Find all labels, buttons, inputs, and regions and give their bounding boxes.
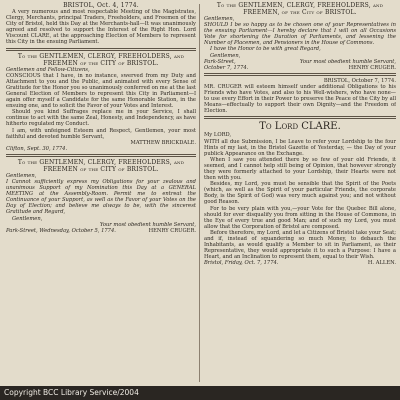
brickdale-signature: MATTHEW BRICKDALE.	[130, 139, 196, 146]
brickdale-salutation: Gentlemen and Fellow-Citizens,	[6, 66, 90, 73]
brickdale-dateline: Clifton, Sept. 30, 1774.	[6, 145, 68, 152]
brickdale-body-1: CONSCIOUS that I have, in no instance, swerved from my Duty and Attachment to you and the Public, and animated with every Sense of Gratitude for the Honor you so unanimously conferred on me at the last General Election of Members to represent this City in Parliament—I again offer myself a Candidate for the same Honorable Station, in the ensuing one, and to solicit the Favor of your Votes and Interest.	[6, 72, 196, 110]
cruger-pledge-signature: HENRY CRUGER.	[348, 64, 396, 71]
allen-letter	[204, 121, 396, 266]
allen-letter-body-2: When I saw you attended there by so few of your old Friends, it seemed, and I cannot help still being of Opinion, that however strongly they were formerly attached to your Lordship, their Hearts were not then with you.	[204, 156, 396, 182]
cruger-thanks-signature: HENRY CRUGER.	[148, 227, 196, 234]
allen-letter-signature: H. ALLEN.	[367, 260, 396, 267]
cruger-thanks-body: I Cannot sufficiently express my Obligations for your zealous and unanimous Support of my Nomination this Day at a GENERAL MEETING at the Assembly-Room. Permit me to entreat the Continuance of your Support, as well as the Favor of your Votes on the Day of Election; and believe me always to be, with the sincerest Gratitude and Regard,	[6, 178, 196, 216]
divider-rule	[204, 73, 396, 76]
cruger-pledge-heading: To the GENTLEMEN, CLERGY, FREEHOLDERS, and FREEMEN, of the City of BRISTOL.	[216, 2, 384, 16]
allen-letter-sign-line	[204, 260, 396, 266]
cruger-pledge-servant: Your most obedient humble Servant,	[299, 58, 396, 65]
cruger-pledge-address	[204, 2, 396, 71]
divider-rule	[6, 154, 196, 157]
cruger-pledge-sign-line-2	[204, 65, 396, 71]
allen-letter-body-4: For to be very plain with you,—your Vote for the Quebec Bill alone, should for ever disqualify you from sitting in the House of Commons, in the Eye of every true and good Man; and of such my Lord, you must allow that the Corporation of Bristol are composed.	[204, 205, 396, 230]
cruger-pledge-date: October 7, 1774.	[204, 64, 249, 71]
column-divider	[199, 4, 200, 382]
cruger-friends-dateline: BRISTOL, October 7, 1774.	[323, 77, 396, 84]
right-column	[204, 2, 396, 384]
cruger-thanks-heading: To the GENTLEMEN, CLERGY, FREEHOLDERS, and FREEMEN of the CITY of BRISTOL.	[17, 158, 185, 173]
cruger-thanks-sign-line	[6, 228, 196, 234]
divider-rule	[204, 116, 396, 119]
allen-letter-body-1: WITH all due Submission, I be Leave to refer your Lordship to the four Hints of my last, in the Bristol Gazette of Yesterday, — the Day of your publick Appearance on the Exchange.	[204, 138, 396, 157]
meeting-notice	[6, 2, 196, 46]
allen-letter-salutation: My LORD,	[204, 132, 232, 139]
cruger-friends-body: MR. CRUGER will esteem himself under additional Obligations to his Friends who have Votes, and also to his Well-wishers, who have none—to use every Effort in their Power to preserve the Peace of the City by all Means—effectually to support their own Dignity—and the Freedom of Election.	[204, 83, 396, 115]
divider-rule	[6, 48, 196, 51]
brickdale-address	[6, 53, 196, 152]
brickdale-heading: To the GENTLEMEN, CLERGY, FREEHOLDERS, and FREEMEN of the CITY of BRISTOL.	[17, 52, 185, 67]
meeting-dateline: BRISTOL, Oct. 4, 1774.	[63, 2, 139, 9]
allen-letter-body-5: Before therefore, my Lord, and let a Citizens of Bristol take your Seat; and if, instead of squandering so much Money, to debauch the Inhabitants, as would qualify a Member to sit in Parliament, as their Representative, they would appropriate it to such a Purpose: I have a Heart, and an Inclination to represent them, equal to their Wish.	[204, 229, 396, 261]
cruger-pledge-place: Park-Street,	[204, 58, 236, 65]
cruger-thanks-closing: Gentlemen,	[12, 215, 43, 222]
cruger-thanks-address	[6, 159, 196, 234]
brickdale-body-2: Should you kind Suffrages replace me in your Service, I shall continue to act with the same Zeal, Honesty, and Independency, as have hitherto regulated my Conduct.	[6, 109, 196, 128]
allen-letter-body-3: Besides, my Lord, you must be sensible that the Spirit of the Poets (which, as well as the Spirit of your particular Friends, the corporate Body, is the Spirit of God) was very much against you; and not without good Reason.	[204, 181, 396, 206]
cruger-friends-notice	[204, 78, 396, 115]
cruger-pledge-salutation: Gentlemen,	[204, 16, 235, 22]
cruger-pledge-closing: I have the Honor to be with great Regard,	[210, 46, 321, 53]
allen-letter-place-date: Bristol, Friday, Oct. 7, 1774.	[204, 260, 279, 267]
copyright-footer: Copyright BCC Library Service/2004	[0, 386, 400, 400]
left-column	[6, 2, 196, 384]
allen-letter-heading: To Lord CLARE.	[259, 121, 341, 133]
cruger-thanks-servant: Your most obedient humble Servant,	[99, 221, 196, 228]
cruger-pledge-body: SHOULD I be so happy as to be chosen one of your Representatives in the ensuing Parliament—I hereby declare that I will on all Occasions Vote for shortening the Duration of Parliaments, and lessening the Number of Placemen, and Pensioners in the House of Commons.	[204, 22, 396, 47]
meeting-notice-body: A very numerous and most respectable Meeting of the Magistrates, Clergy, Merchants, principal Traders, Freeholders, and Freemen of the City of Bristol, held this Day at the Merchants-hall—It was unanimously agreed and resolved to support the Interest of the Right Hon. Lord Viscount CLARE, at the approaching Election of Members to represent this City in the ensuing Parliament.	[6, 9, 196, 46]
cruger-thanks-place-date: Park-Street, Wednesday, October 5, 1774.	[6, 227, 116, 234]
cruger-thanks-salutation: Gentlemen,	[6, 172, 37, 179]
cruger-pledge-closing-2: Gentlemen,	[210, 52, 241, 59]
brickdale-body-3: I am, with unfeigned Esteem and Respect, Gentlemen, your most faithful and devoted humble Servant,	[6, 127, 196, 140]
